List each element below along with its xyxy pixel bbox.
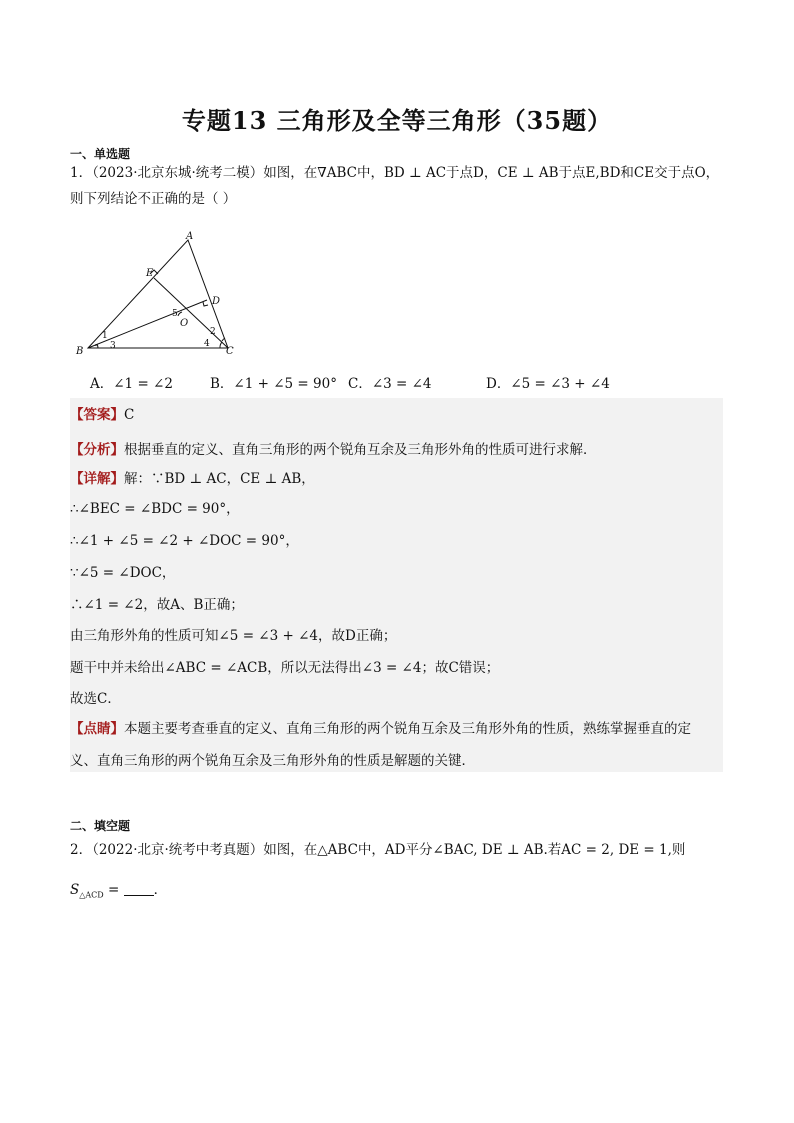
detail-line: ∴∠BEC = ∠BDC = 90°，	[70, 501, 240, 517]
section-heading-single-choice: 一、单选题	[70, 147, 131, 161]
answer-row	[70, 403, 134, 423]
analysis-row	[70, 438, 597, 458]
analysis-tag: 【分析】	[70, 442, 124, 458]
angle-arc-5	[178, 312, 182, 316]
triangle-figure	[70, 228, 250, 358]
detail-tag: 【详解】	[70, 471, 124, 487]
page-title: 专题13 三角形及全等三角形（35题）	[181, 106, 613, 135]
answer-value: C	[124, 407, 135, 423]
detail-row	[70, 467, 315, 487]
detail-line: 由三角形外角的性质可知∠5 = ∠3 + ∠4，故D正确；	[70, 628, 397, 644]
label-c: C	[226, 346, 234, 357]
question-1-line-1: 1．（2023·北京东城·统考二模）如图，在∇ABC中，BD ⊥ AC于点D，CE ⊥ AB于点E,BD和CE交于点O，	[70, 165, 720, 181]
detail-line: 故选C．	[70, 691, 121, 707]
label-e: E	[146, 268, 154, 279]
label-angle-3: 3	[110, 341, 116, 351]
area-symbol: S	[70, 882, 80, 898]
option-c[interactable]: C．∠3 = ∠4	[348, 376, 432, 392]
comment-line-2: 义、直角三角形的两个锐角互余及三角形外角的性质是解题的关键．	[70, 753, 475, 769]
question-2-line-2	[70, 878, 167, 900]
answer-blank[interactable]	[124, 881, 154, 896]
label-a: A	[186, 231, 194, 242]
equals-sign: =	[103, 882, 124, 898]
option-d[interactable]: D．∠5 = ∠3 + ∠4	[486, 376, 610, 392]
question-2-text	[70, 837, 730, 863]
right-angle-mark-d	[203, 302, 208, 306]
comment-text: 本题主要考查垂直的定义、直角三角形的两个锐角互余及三角形外角的性质，熟练掌握垂直的定	[124, 721, 691, 737]
detail-line: 题干中并未给出∠ABC = ∠ACB，所以无法得出∠3 = ∠4；故C错误；	[70, 660, 500, 676]
label-angle-4: 4	[204, 339, 210, 349]
angle-arc-3	[97, 344, 98, 348]
label-b: B	[76, 346, 84, 357]
period: ．	[153, 882, 168, 898]
analysis-text: 根据垂直的定义、直角三角形的两个锐角互余及三角形外角的性质可进行求解．	[124, 442, 597, 458]
question-2-line-1: 2．（2022·北京·统考中考真题）如图，在△ABC中，AD平分∠BAC, DE ⊥ AB.若AC = 2, DE = 1,则	[70, 842, 686, 858]
area-subscript: △ACD	[79, 890, 104, 900]
section-heading-fill-blank: 二、填空题	[70, 819, 131, 833]
label-angle-2: 2	[210, 327, 216, 337]
option-b[interactable]: B．∠1 + ∠5 = 90°	[210, 376, 337, 392]
option-a[interactable]: A．∠1 = ∠2	[90, 376, 173, 392]
label-angle-5: 5	[172, 309, 178, 319]
answer-tag: 【答案】	[70, 407, 124, 423]
comment-row	[70, 717, 691, 737]
question-1-text	[70, 160, 730, 212]
detail-line: 解：∵BD ⊥ AC，CE ⊥ AB，	[124, 471, 315, 487]
label-o: O	[180, 318, 189, 329]
detail-line: ∵∠5 = ∠DOC，	[70, 565, 176, 581]
segment-ce	[154, 278, 228, 348]
comment-tag: 【点睛】	[70, 721, 124, 737]
detail-line: ∴∠1 = ∠2，故A、B正确；	[70, 597, 244, 613]
label-angle-1: 1	[102, 331, 108, 341]
label-d: D	[212, 296, 221, 307]
triangle-abc	[88, 240, 228, 348]
angle-arc-4	[220, 342, 222, 348]
detail-line: ∴∠1 + ∠5 = ∠2 + ∠DOC = 90°，	[70, 533, 299, 549]
question-1-line-2: 则下列结论不正确的是（ ）	[70, 191, 237, 207]
